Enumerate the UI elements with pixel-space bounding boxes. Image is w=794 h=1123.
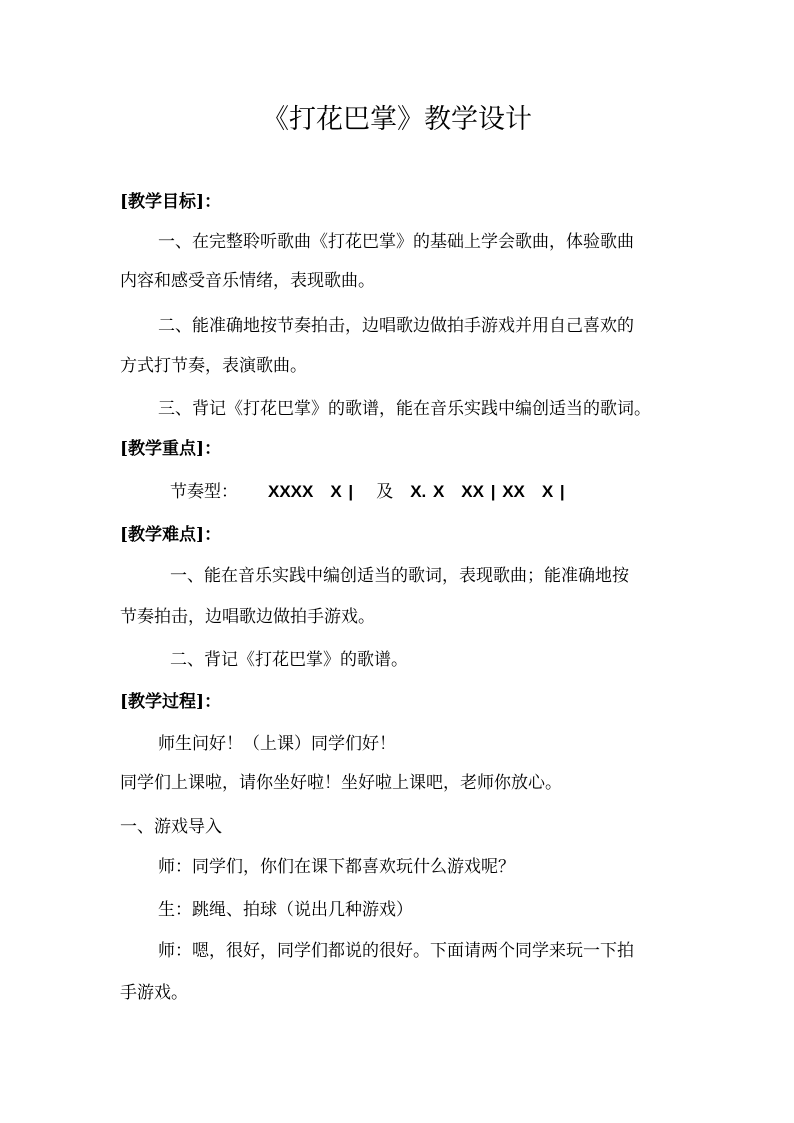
- process-section-1: 一、游戏导入: [120, 817, 222, 837]
- process-chant: 同学们上课啦，请你坐好啦！坐好啦上课吧，老师你放心。: [120, 773, 562, 793]
- rhythm-pattern-a: XXXX X |: [268, 482, 354, 501]
- difficulty-1-line-1: 一、能在音乐实践中编创适当的歌词，表现歌曲；能准确地按: [170, 566, 629, 586]
- objective-2-line-2: 方式打节奏，表演歌曲。: [120, 356, 307, 376]
- process-greeting: 师生问好！（上课）同学们好！: [158, 734, 396, 754]
- process-heading: [教学过程]：: [120, 692, 222, 712]
- rhythm-pattern: [170, 479, 565, 505]
- difficulty-1-line-2: 节奏拍击，边唱歌边做拍手游戏。: [120, 607, 375, 627]
- objective-3-line-1: 三、背记《打花巴掌》的歌谱，能在音乐实践中编创适当的歌词。: [158, 399, 651, 419]
- process-teacher-1: 师：同学们，你们在课下都喜欢玩什么游戏呢？: [158, 857, 515, 877]
- process-teacher-2-line-2: 手游戏。: [120, 983, 188, 1003]
- difficulty-2-line-1: 二、背记《打花巴掌》的歌谱。: [170, 650, 408, 670]
- objective-1-line-2: 内容和感受音乐情绪，表现歌曲。: [120, 271, 375, 291]
- objectives-heading: [教学目标]：: [120, 192, 222, 212]
- objective-1-line-1: 一、在完整聆听歌曲《打花巴掌》的基础上学会歌曲，体验歌曲: [158, 232, 634, 252]
- rhythm-label: 节奏型：: [170, 482, 238, 502]
- rhythm-and: 及: [376, 482, 394, 502]
- objective-2-line-1: 二、能准确地按节奏拍击，边唱歌边做拍手游戏并用自己喜欢的: [158, 316, 634, 336]
- key-points-heading: [教学重点]：: [120, 439, 222, 459]
- process-student-1: 生：跳绳、拍球（说出几种游戏）: [158, 900, 413, 920]
- process-teacher-2-line-1: 师：嗯，很好，同学们都说的很好。下面请两个同学来玩一下拍: [158, 941, 634, 961]
- difficulties-heading: [教学难点]：: [120, 525, 222, 545]
- document-title: 《打花巴掌》教学设计: [262, 104, 532, 135]
- rhythm-pattern-b: X. X XX | XX X |: [410, 482, 565, 501]
